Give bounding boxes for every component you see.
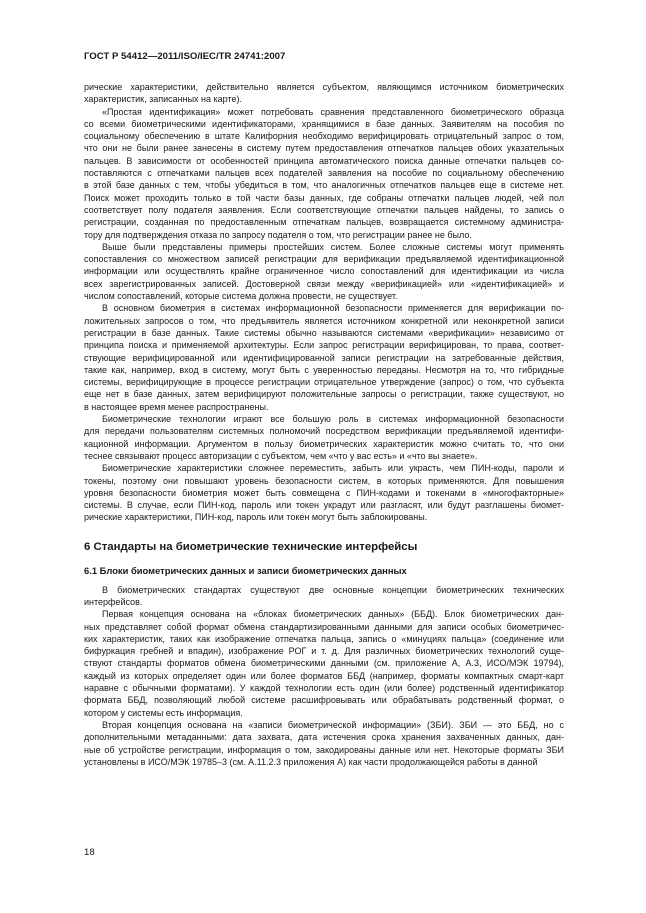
text-line: тору для подтверждения отказа по запросу подателя о том, что регистрации ранее не было. (84, 229, 472, 240)
text-line: Вторая концепция основана на «записи биометрической информации» (ЗБИ). ЗБИ — это ББД, но с (102, 719, 564, 730)
text-line: соответствует полу подателя заявления. Если соответствующие отпечатки пальцев найдены, то запись о (84, 204, 564, 215)
text-line: каждый из которых определяет один или более форматов ББД (например, форматы компактных смарт-карт (84, 670, 564, 681)
text-line: регистрации, созданная по предоставленным отпечаткам пальцев, возвращается системному администра- (84, 217, 564, 228)
text-line: В основном биометрия в системах информационной безопасности применяется для верификации по- (102, 303, 564, 314)
text-line: всех зарегистрированных записей. Достоверной связи между «верификацией» или «идентификацией» и (84, 278, 564, 289)
text-line: бифуркация гребней и впадин), изображение РОГ и т. д. Для различных биометрических технологий суще- (84, 646, 564, 657)
text-line: кационной информации. Аргументом в пользу биометрических характеристик можно считать то, что они (84, 438, 564, 449)
text-line: принципа поиска и применяемой архитектуры. Если запрос регистрации верифицирован, то права, соответ- (84, 340, 564, 351)
paragraph (84, 608, 564, 719)
text-line: пальцев. В зависимости от особенностей принципа автоматического поиска данные отпечатки пальцев со- (84, 155, 564, 166)
section-heading: 6 Стандарты на биометрические технические интерфейсы (84, 540, 418, 553)
text-line: ные об устройстве регистрации, информация о том, закодированы данные или нет. Некоторые форматы ЗБИ (84, 744, 564, 755)
text-line: что они не были ранее занесены в систему путем предоставления отпечатков пальцев обоих указательных (84, 143, 564, 154)
text-line: системы. В случае, если ПИН-код, пароль или токен украдут или разгласят, или будут разглашены биомет- (84, 500, 564, 511)
paragraph (84, 462, 564, 523)
text-line: ствуют стандарты форматов обмена биометрическими данными (см. приложение А, А.3, ИСО/МЭК 19794), (84, 658, 564, 669)
standard-header: ГОСТ Р 54412—2011/ISO/IEC/TR 24741:2007 (84, 51, 286, 62)
text-line: ких характеристик, таких как изображение отпечатка пальца, запись о «минуциях пальца» (соединение или (84, 633, 564, 644)
text-line: интерфейсов. (84, 596, 143, 607)
paragraph (84, 584, 564, 609)
text-line: ных представляет собой формат обмена стандартизированными данными для записи особых биометричес- (84, 621, 564, 632)
text-line: в настоящее время менее распространены. (84, 401, 269, 412)
text-line: рические характеристики, действительно является субъектом, являющимся источником биометрических (84, 82, 564, 92)
paragraphs-top (84, 81, 564, 524)
paragraph (84, 106, 564, 241)
paragraph (84, 81, 564, 106)
subsection-heading: 6.1 Блоки биометрических данных и записи биометрических данных (84, 564, 407, 576)
text-line: «Простая идентификация» может потребовать сравнения представленного биометрического образца (102, 106, 564, 117)
text-line: дополнительными метаданными: дата захвата, дата истечения срока хранения захваченных данных, дан- (84, 732, 564, 743)
text-line: характеристик, записанных на карте). (84, 94, 242, 105)
text-line: регистрации в базе данных. Такие системы обычно называются системами «верификации» независимо от (84, 327, 564, 338)
text-line: ложительных запросов о том, что предъявитель является источником конкретной или неконкретной записи (84, 315, 564, 326)
text-line: в этой базе данных с тем, чтобы убедиться в том, что аналогичных отпечатков пальцев еще в системе нет. (84, 180, 564, 191)
text-line: Биометрические технологии играют все большую роль в системах информационной безопасности (102, 414, 564, 425)
text-line: В биометрических стандартах существуют две основные концепции биометрических технических (102, 584, 564, 595)
text-line: числом сопоставлений, которые система должна провести, не существует. (84, 291, 398, 302)
text-line: уровня безопасности биометрия может быть совмещена с ПИН-кодами и токенами в «многофакторные» (84, 487, 564, 498)
text-line: для передачи пользователям системных полномочий посредством верификации предъявляемой идентифи- (84, 426, 564, 437)
text-line: ствующие верифицированной или идентифицированной записи регистрации на затребованные действия, (84, 352, 564, 363)
body-text (84, 81, 564, 768)
text-line: рические характеристики, ПИН-код, пароль или токен могут быть заблокированы. (84, 512, 428, 523)
paragraphs-bottom (84, 584, 564, 768)
text-line: Поиск может проходить только в той части базы данных, где собраны отпечатки пальцев людей, чей пол (84, 192, 564, 203)
text-line: теснее связывают процесс авторизации с субъектом, чем «что у вас есть» и «что вы знаете». (84, 450, 478, 461)
text-line: Первая концепция основана на «блоках биометрических данных» (ББД). Блок биометрических дан- (102, 609, 564, 620)
text-line: сопоставления со множеством записей регистрации для верификации предъявляемой идентификационной (84, 254, 564, 265)
text-line: наравне с обычными форматами). У каждой технологии есть один (или более) родственный идентификатор (84, 683, 564, 694)
paragraph (84, 241, 564, 302)
text-line: такие как, например, вход в систему, могут быть с уверенностью переданы. Несмотря на то, что гибридные (84, 364, 564, 375)
text-line: токены, поэтому они повышают уровень безопасности систем, в которых применяются. Для повышения (84, 475, 564, 486)
text-line: со всеми биометрическими идентификаторами, хранящимися в базе данных. Заявителям на пособия по (84, 118, 564, 129)
text-line: котором у системы есть информация. (84, 707, 243, 718)
paragraph (84, 413, 564, 462)
text-line: социальному обеспечению в штате Калифорния необходимо верифицировать отрицательный запрос о том, (84, 131, 564, 142)
text-line: еще нет в базе данных, затем верифицируют положительные запросы о регистрации, также существуют, но (84, 389, 564, 400)
text-line: Выше были представлены примеры простейших систем. Более сложные системы могут применять (102, 241, 564, 252)
paragraph (84, 719, 564, 768)
text-line: системы, верифицирующие в процессе регистрации отрицательное утверждение (запрос) о том, что субъекта (84, 377, 564, 388)
text-line: Биометрические характеристики сложнее переместить, забыть или украсть, чем ПИН-коды, пароли и (102, 463, 564, 474)
text-line: установлены в ИСО/МЭК 19785–3 (см. А.11.2.3 приложения А) как части продолжающейся работы в данной (84, 756, 538, 767)
text-line: поставляются с отпечатками пальцев всех подателей заявления на пособие по социальному обеспечению (84, 168, 564, 179)
text-line: информации или осуществлять крайне ограниченное число сопоставлений для идентификации из числа (84, 266, 564, 277)
page-number: 18 (84, 847, 95, 858)
paragraph (84, 302, 564, 413)
text-line: формата ББД, позволяющий любой системе расшифровывать или обрабатывать родственный формат, о (84, 695, 564, 706)
